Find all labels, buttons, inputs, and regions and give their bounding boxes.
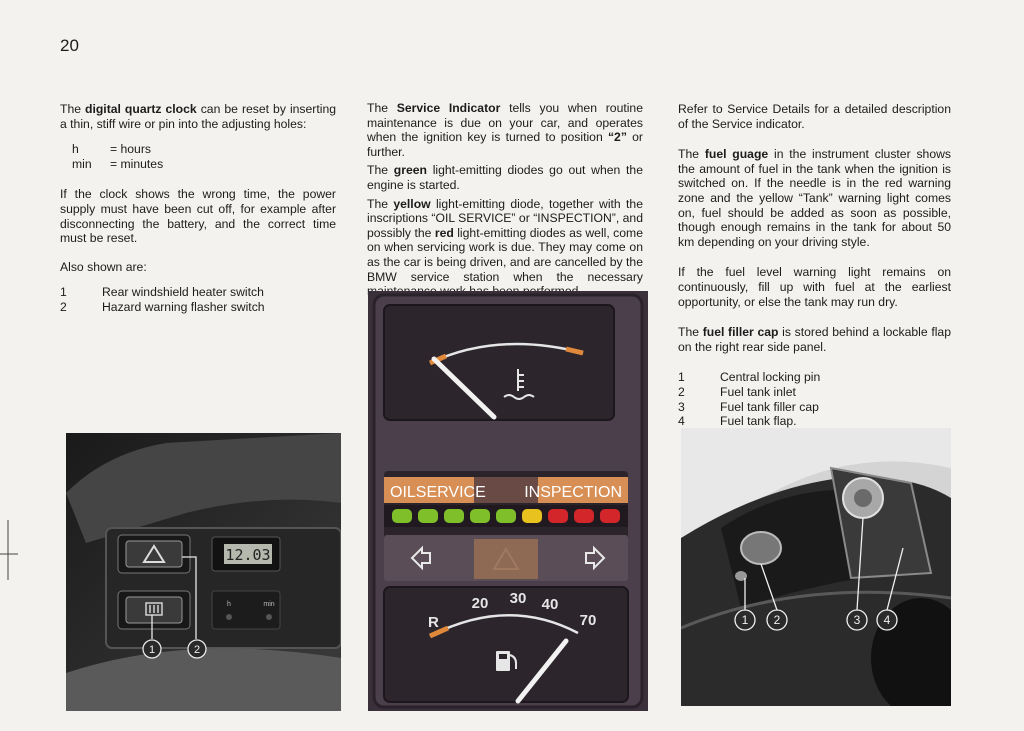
callout-4-label: 4 xyxy=(883,613,891,627)
legend-number: 4 xyxy=(678,414,685,429)
callout-2-label: 2 xyxy=(773,613,781,627)
legend-text: Hazard warning flasher switch xyxy=(102,299,265,314)
inspection-label: INSPECTION xyxy=(524,484,622,501)
clock-units-list xyxy=(72,142,336,171)
yellow-led-paragraph: The yellow light-emitting diode, together with the inscriptions “OIL SERVICE” or “INSPECTION”, and possibly the red light-emitting diodes as well, come on when servicing work is due. They may come on as the car is being driven, and are cancelled by the BMW service station when the necessary xyxy=(367,196,643,284)
column-service-indicator xyxy=(367,101,643,310)
legend-number: 3 xyxy=(678,399,685,414)
legend-text: Central locking pin xyxy=(720,370,821,385)
column-fuel xyxy=(678,102,951,440)
callout-3-label: 3 xyxy=(853,613,861,627)
service-led xyxy=(444,509,464,523)
clock-switch-photo xyxy=(66,433,341,711)
oil-service-label: OILSERVICE xyxy=(390,484,486,501)
service-indicator-photo xyxy=(368,291,648,711)
fuel-gauge-mark: 30 xyxy=(509,590,527,607)
service-indicator-paragraph: The Service Indicator tells you when routine maintenance is due on your car, and operates when the ignition key is turned to position “2” or further. xyxy=(367,101,643,159)
clock-reset-paragraph: If the clock shows the wrong time, the power supply must have been cut off, for example after disconnecting the battery, and the correct time must be reset. xyxy=(60,187,336,246)
callout-2-label: 2 xyxy=(193,644,201,656)
legend-number: 2 xyxy=(60,299,67,314)
also-shown-label: Also shown are: xyxy=(60,259,147,274)
legend-text: Fuel tank filler cap xyxy=(720,399,819,414)
legend-text: Fuel tank flap. xyxy=(720,414,797,429)
fuel-warning-paragraph: If the fuel level warning light remains on continuously, fill up with fuel at the earliest opportunity, or else the tank may run dry. xyxy=(678,265,951,309)
service-led xyxy=(392,509,412,523)
service-led xyxy=(496,509,516,523)
fuel-filler-photo xyxy=(681,428,951,706)
fuel-reserve-label: R xyxy=(428,614,439,631)
legend-number: 1 xyxy=(678,370,685,385)
unit-key: h xyxy=(72,142,79,157)
unit-key: min xyxy=(72,156,92,171)
hole-label-min: min xyxy=(263,601,275,608)
fuel-tank-inlet xyxy=(741,532,781,564)
service-details-paragraph: Refer to Service Details for a detailed description of the Service indicator. xyxy=(678,102,951,131)
clock-adjust-hole-h xyxy=(226,614,232,620)
service-led xyxy=(470,509,490,523)
fuel-gauge-mark: 40 xyxy=(541,596,559,613)
legend-number: 2 xyxy=(678,384,685,399)
fuel-filler-paragraph: The fuel filler cap is stored behind a lockable flap on the right rear side panel. xyxy=(678,325,951,354)
fuel-gauge-paragraph: The fuel guage in the instrument cluster shows the amount of fuel in the tank when the ignition is switched on. If the needle is in the red warning zone and the yellow “Tank” warning light comes on, fuel should be added as soon as possible, though enough remains in the tank for about 50 km depending on your driving style. xyxy=(678,147,951,249)
column-clock xyxy=(60,102,336,326)
fuel-gauge-mark: 70 xyxy=(579,612,597,629)
clock-legend xyxy=(60,285,336,314)
clock-adjust-hole-min xyxy=(266,614,272,620)
fuel-gauge-mark: 20 xyxy=(471,595,489,612)
page-number: 20 xyxy=(60,36,79,55)
callout-1-label: 1 xyxy=(148,644,156,656)
crop-mark xyxy=(0,520,18,580)
legend-text: Fuel tank inlet xyxy=(720,384,796,399)
callout-1-label: 1 xyxy=(741,613,749,627)
legend-text: Rear windshield heater switch xyxy=(102,285,264,300)
clock-display: 12.03 xyxy=(225,546,271,564)
service-led xyxy=(548,509,568,523)
service-led xyxy=(574,509,594,523)
service-led xyxy=(522,509,542,523)
service-led xyxy=(418,509,438,523)
unit-value: = hours xyxy=(110,142,151,157)
service-led xyxy=(600,509,620,523)
unit-value: = minutes xyxy=(110,156,164,171)
green-led-paragraph: The green light-emitting diodes go out when the engine is started. xyxy=(367,163,643,192)
legend-number: 1 xyxy=(60,285,67,300)
fuel-legend xyxy=(678,370,951,428)
hole-label-h: h xyxy=(227,601,231,608)
clock-paragraph: The digital quartz clock can be reset by inserting a thin, stiff wire or pin into the adjusting holes: xyxy=(60,102,337,131)
